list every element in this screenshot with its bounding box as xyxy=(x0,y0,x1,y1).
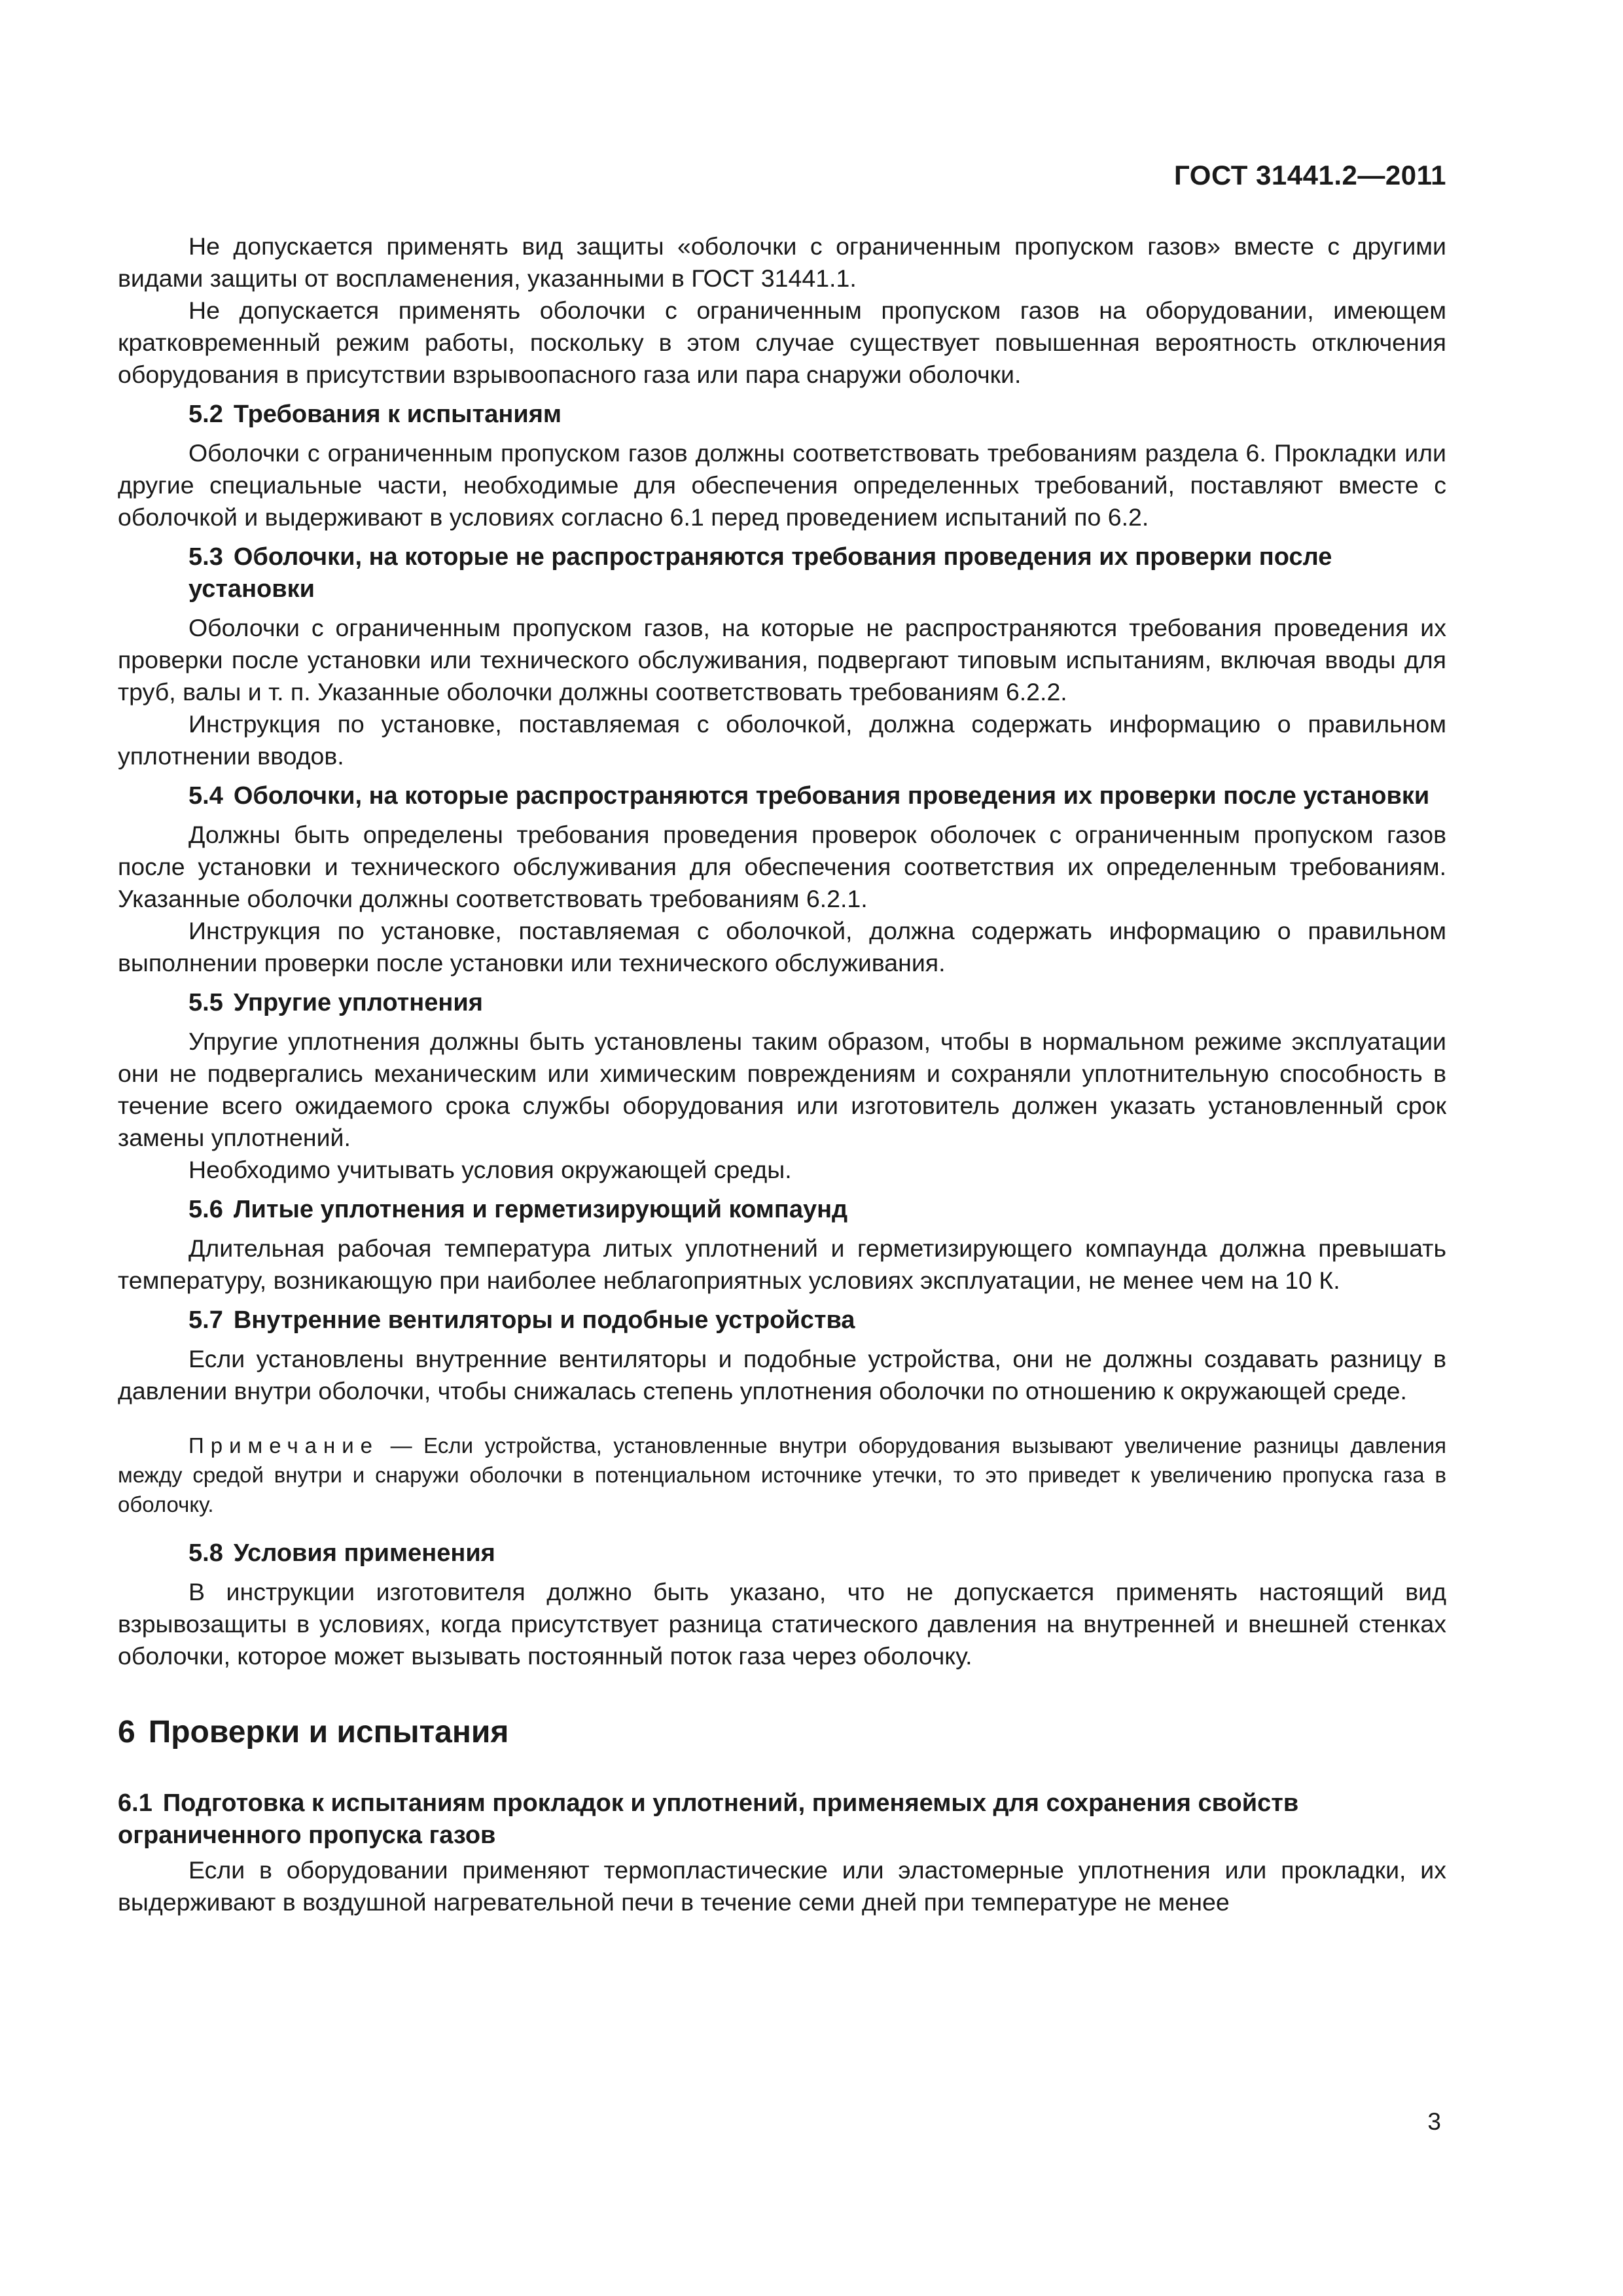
section-5-7-note xyxy=(118,1431,1446,1519)
section-5-3-heading xyxy=(118,541,1446,605)
note-text: — Если устройства, установленные внутри оборудования вызывают увеличение разницы давления между средой внутри и снаружи оболочки в потенциальном источнике утечки, то это приведет к увеличению пропуска газа в оболочку. xyxy=(118,1433,1446,1516)
chapter-6-heading xyxy=(118,1714,1446,1751)
chapter-title: Проверки и испытания xyxy=(148,1715,509,1749)
section-title: Требования к испытаниям xyxy=(233,401,562,428)
section-number: 5.4 xyxy=(188,782,223,810)
section-number: 5.5 xyxy=(188,989,223,1016)
section-5-7-paragraph: Если установлены внутренние вентиляторы и подобные устройства, они не должны создавать разницу в давлении внутри оболочки, чтобы снижалась степень уплотнения оболочки по отношению к окружающей среде. xyxy=(118,1345,1446,1405)
section-5-5-paragraph-2: Необходимо учитывать условия окружающей среды. xyxy=(188,1156,792,1183)
section-title: Внутренние вентиляторы и подобные устройства xyxy=(233,1306,855,1334)
section-number: 5.8 xyxy=(188,1539,223,1567)
section-title: Оболочки, на которые распространяются требования проведения их проверки после установки xyxy=(233,782,1430,810)
section-5-3-paragraph-1: Оболочки с ограниченным пропуском газов, на которые не распространяются требования проведения их проверки после установки или технического обслуживания, подвергают типовым испытаниям, включая вводы для труб, валы и т. п. Указанные оболочки должны соответствовать требованиям 6.2.2. xyxy=(118,614,1446,706)
section-number: 6.1 xyxy=(118,1789,152,1817)
section-number: 5.7 xyxy=(188,1306,223,1334)
document-body xyxy=(118,230,1446,1918)
note-label: Примечание xyxy=(188,1433,380,1458)
section-title: Упругие уплотнения xyxy=(233,989,483,1016)
section-5-5-paragraph-1: Упругие уплотнения должны быть установлены таким образом, чтобы в нормальном режиме эксплуатации они не подвергались механическим или химическим повреждениям и сохраняли уплотнительную способность в течение всего ожидаемого срока службы оборудования или изготовитель должен указать установленный срок замены уплотнений. xyxy=(118,1028,1446,1151)
section-5-4-paragraph-1: Должны быть определены требования проведения проверок оболочек с ограниченным пропуском газов после установки и технического обслуживания для обеспечения соответствия их определенным требованиям. Указанные оболочки должны соответствовать требованиям 6.2.1. xyxy=(118,821,1446,912)
section-5-8-paragraph: В инструкции изготовителя должно быть указано, что не допускается применять настоящий вид взрывозащиты в условиях, когда присутствует разница статического давления на внутренней и внешней стенках оболочки, которое может вызывать постоянный поток газа через оболочку. xyxy=(118,1578,1446,1670)
section-5-2-heading xyxy=(118,399,1446,431)
section-5-4-paragraph-2: Инструкция по установке, поставляемая с оболочкой, должна содержать информацию о правильном выполнении проверки после установки или технического обслуживания. xyxy=(118,917,1446,977)
intro-paragraph-2: Не допускается применять оболочки с ограниченным пропуском газов на оборудовании, имеющем кратковременный режим работы, поскольку в этом случае существует повышенная вероятность отключения оборудования в присутствии взрывоопасного газа или пара снаружи оболочки. xyxy=(118,296,1446,388)
page-number: 3 xyxy=(1427,2108,1441,2135)
section-5-4-heading xyxy=(118,780,1446,812)
intro-paragraph-1 xyxy=(118,230,1446,295)
section-title: Литые уплотнения и герметизирующий компаунд xyxy=(233,1196,848,1223)
section-5-6-heading xyxy=(118,1194,1446,1226)
section-5-5-heading xyxy=(118,987,1446,1019)
section-6-1-heading xyxy=(118,1787,1446,1852)
intro-paragraph-1-text: Не допускается применять вид защиты «оболочки с ограниченным пропуском газов» вместе с другими видами защиты от воспламенения, указанными в ГОСТ 31441.1. xyxy=(118,232,1446,292)
section-number: 5.6 xyxy=(188,1196,223,1223)
section-title: Подготовка к испытаниям прокладок и уплотнений, применяемых для сохранения свойств ограниченного пропуска газов xyxy=(118,1789,1299,1849)
section-number: 5.2 xyxy=(188,401,223,428)
section-5-3-paragraph-2: Инструкция по установке, поставляемая с оболочкой, должна содержать информацию о правильном уплотнении вводов. xyxy=(118,710,1446,770)
section-5-8-heading xyxy=(118,1537,1446,1570)
section-5-7-heading xyxy=(118,1304,1446,1336)
section-6-1-paragraph: Если в оборудовании применяют термопластические или эластомерные уплотнения или прокладки, их выдерживают в воздушной нагревательной печи в течение семи дней при температуре не менее xyxy=(118,1856,1446,1916)
section-5-6-paragraph: Длительная рабочая температура литых уплотнений и герметизирующего компаунда должна превышать температуру, возникающую при наиболее неблагоприятных условиях эксплуатации, не менее чем на 10 К. xyxy=(118,1234,1446,1294)
section-number: 5.3 xyxy=(188,543,223,571)
document-id-header: ГОСТ 31441.2—2011 xyxy=(1174,160,1446,190)
chapter-number: 6 xyxy=(118,1715,135,1749)
section-5-2-paragraph: Оболочки с ограниченным пропуском газов должны соответствовать требованиям раздела 6. Прокладки или другие специальные части, необходимые для обеспечения определенных требований, поставляют вместе с оболочкой и выдерживают в условиях согласно 6.1 перед проведением испытаний по 6.2. xyxy=(118,439,1446,531)
section-title: Условия применения xyxy=(233,1539,495,1567)
section-title: Оболочки, на которые не распространяются требования проведения их проверки после установки xyxy=(188,543,1332,603)
